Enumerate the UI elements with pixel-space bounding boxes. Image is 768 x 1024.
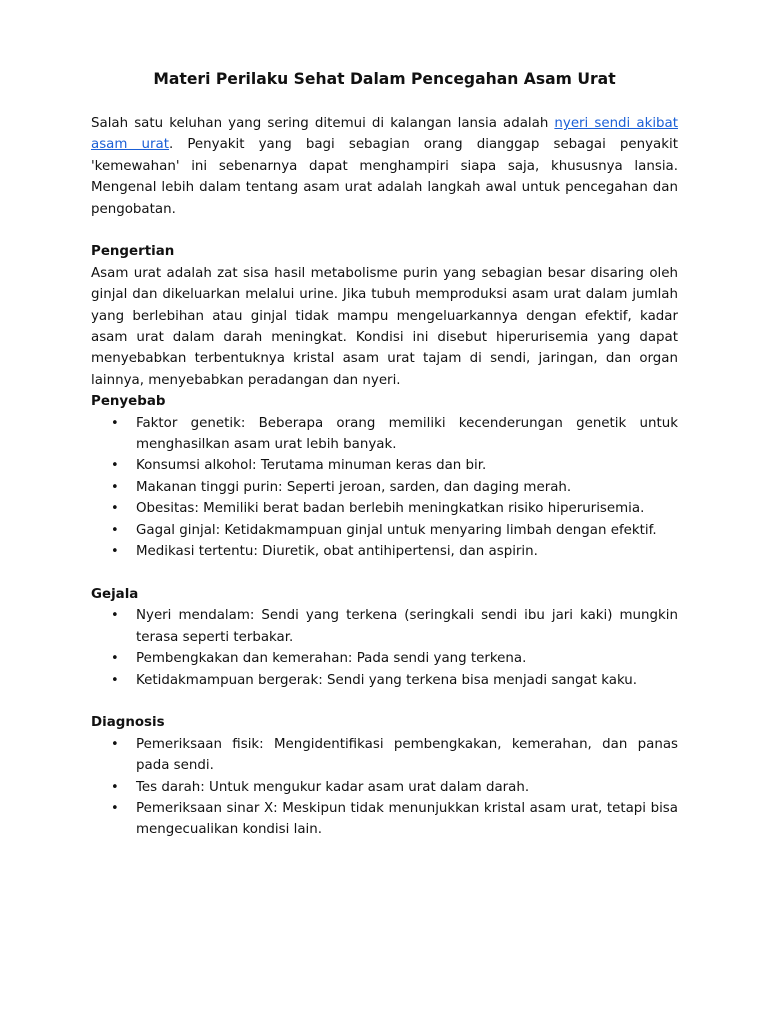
spacer — [91, 691, 678, 712]
list-item — [91, 498, 678, 519]
list-item-text: Pemeriksaan fisik: Mengidentifikasi pembengkakan, kemerahan, dan panas pada sendi. — [136, 736, 678, 774]
list-item — [91, 670, 678, 691]
gejala-list — [91, 605, 678, 691]
list-item-text: Pemeriksaan sinar X: Meskipun tidak menunjukkan kristal asam urat, tetapi bisa mengecualikan kondisi lain. — [136, 800, 678, 838]
list-item — [91, 455, 678, 476]
bullet-icon: • — [111, 522, 119, 538]
spacer — [91, 220, 678, 241]
pengertian-paragraph: Asam urat adalah zat sisa hasil metabolisme purin yang sebagian besar disaring oleh ginjal dan dikeluarkan melalui urine. Jika tubuh memproduksi asam urat dalam jumlah yang berlebihan atau ginjal tidak mampu mengeluarkannya dengan efektif, kadar asam urat dalam darah meningkat. Kondisi ini disebut hiperurisemia yang dapat menyebabkan terbentuknya kristal asam urat tajam di sendi, jaringan, dan organ lainnya, menyebabkan peradangan dan nyeri. — [91, 265, 678, 388]
list-item-text: Pembengkakan dan kemerahan: Pada sendi yang terkena. — [136, 651, 527, 667]
bullet-icon: • — [111, 800, 119, 816]
intro-text-after-link: . Penyakit yang bagi sebagian orang dianggap sebagai penyakit 'kemewahan' ini sebenarnya dapat menghampiri siapa saja, khususnya lansia. Mengenal lebih dalam tentang asam urat adalah langkah awal untuk pencegahan dan pengobatan. — [91, 137, 678, 217]
bullet-icon: • — [111, 415, 119, 431]
list-item-text: Gagal ginjal: Ketidakmampuan ginjal untuk menyaring limbah dengan efektif. — [136, 522, 657, 538]
list-item — [91, 520, 678, 541]
list-item — [91, 477, 678, 498]
bullet-icon: • — [111, 458, 119, 474]
list-item-text: Ketidakmampuan bergerak: Sendi yang terkena bisa menjadi sangat kaku. — [136, 672, 638, 688]
penyebab-heading: Penyebab — [91, 394, 166, 410]
list-item — [91, 541, 678, 562]
bullet-icon: • — [111, 672, 119, 688]
list-item-text: Konsumsi alkohol: Terutama minuman keras dan bir. — [136, 458, 487, 474]
list-item — [91, 413, 678, 456]
diagnosis-list — [91, 734, 678, 841]
list-item-text: Faktor genetik: Beberapa orang memiliki kecenderungan genetik untuk menghasilkan asam urat lebih banyak. — [136, 415, 678, 453]
bullet-icon: • — [111, 736, 119, 752]
nyeri-sendi-link[interactable]: nyeri sendi akibat asam urat — [91, 116, 678, 153]
bullet-icon: • — [111, 544, 119, 560]
bullet-icon: • — [111, 651, 119, 667]
bullet-icon: • — [111, 608, 119, 624]
list-item-text: Tes darah: Untuk mengukur kadar asam urat dalam darah. — [136, 779, 530, 795]
diagnosis-heading: Diagnosis — [91, 715, 165, 731]
list-item — [91, 777, 678, 798]
list-item-text: Obesitas: Memiliki berat badan berlebih meningkatkan risiko hiperurisemia. — [136, 501, 645, 517]
list-item-text: Makanan tinggi purin: Seperti jeroan, sarden, dan daging merah. — [136, 479, 572, 495]
list-item — [91, 605, 678, 648]
list-item — [91, 734, 678, 777]
intro-text-before-link: Salah satu keluhan yang sering ditemui di kalangan lansia adalah — [91, 116, 555, 131]
list-item — [91, 798, 678, 841]
list-item — [91, 648, 678, 669]
document-title: Materi Perilaku Sehat Dalam Pencegahan Asam Urat — [153, 70, 616, 88]
pengertian-heading: Pengertian — [91, 244, 175, 260]
intro-paragraph — [91, 113, 678, 220]
bullet-icon: • — [111, 479, 119, 495]
list-item-text: Medikasi tertentu: Diuretik, obat antihipertensi, dan aspirin. — [136, 544, 538, 560]
penyebab-list — [91, 413, 678, 563]
spacer — [91, 563, 678, 584]
list-item-text: Nyeri mendalam: Sendi yang terkena (seringkali sendi ibu jari kaki) mungkin terasa seperti terbakar. — [136, 608, 678, 645]
bullet-icon: • — [111, 501, 119, 517]
bullet-icon: • — [111, 779, 119, 795]
gejala-heading: Gejala — [91, 586, 139, 602]
